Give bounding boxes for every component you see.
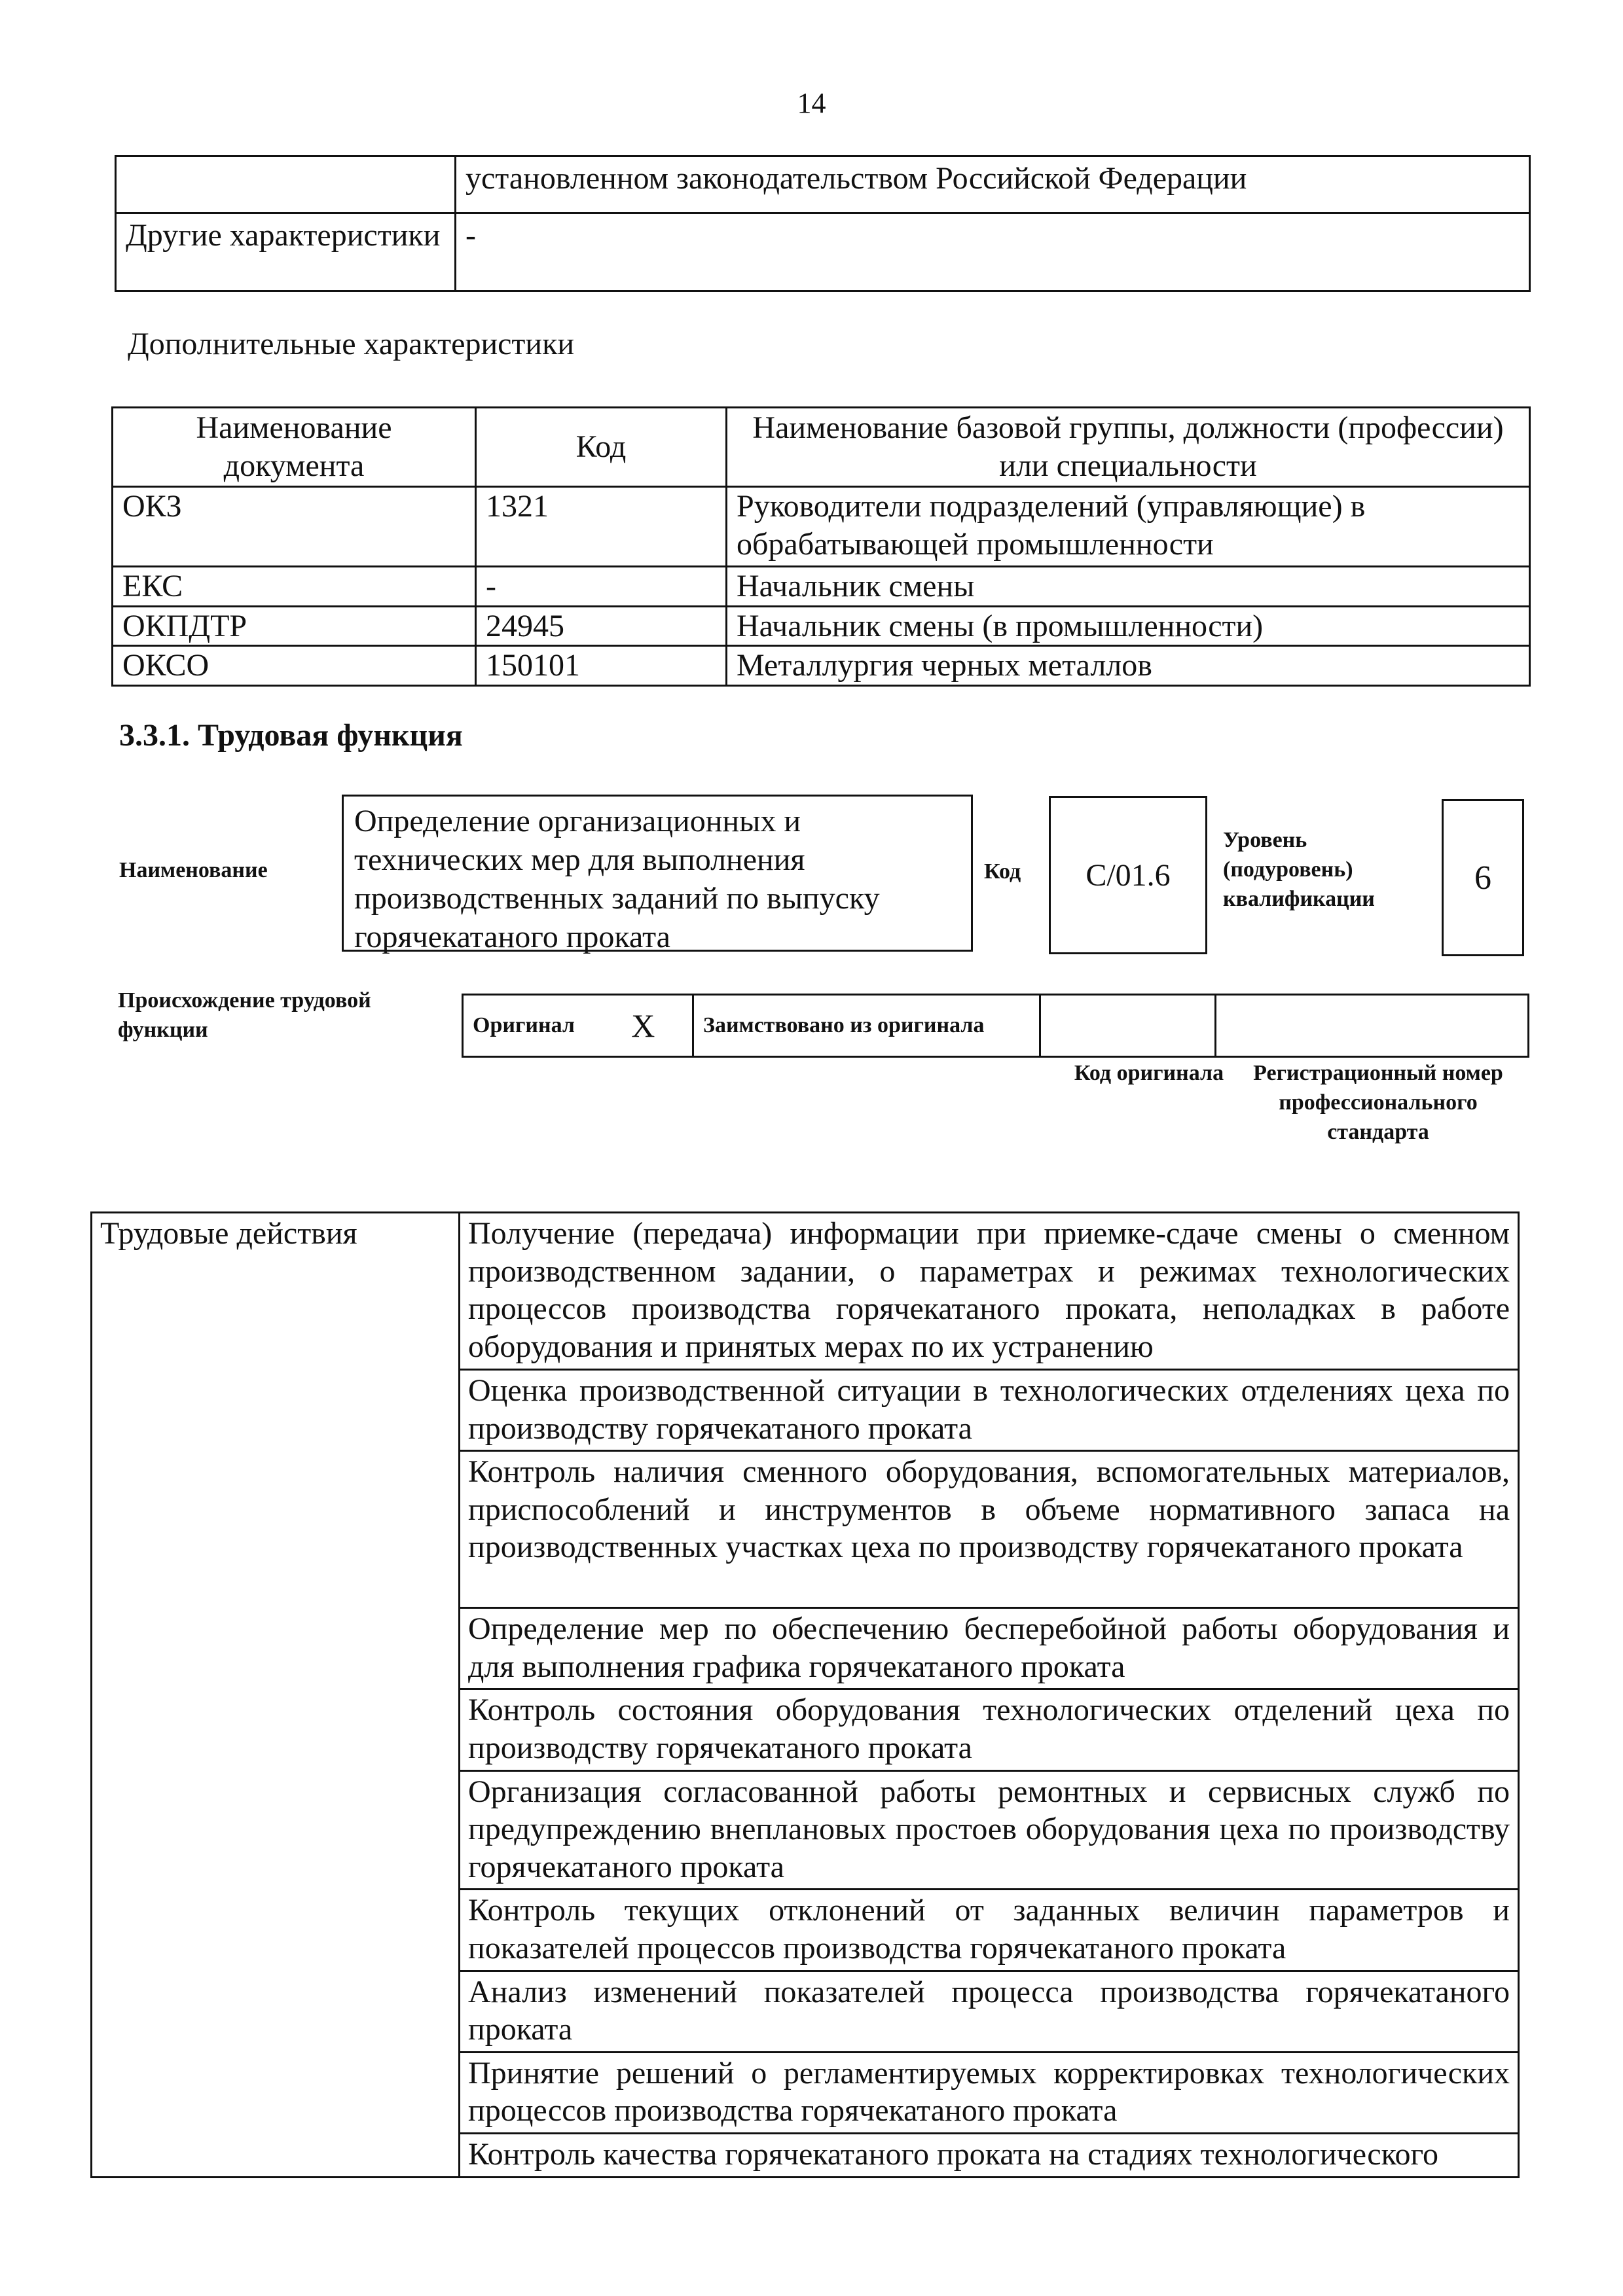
reg-number-caption: Регистрационный номер профессионального стандарта [1253,1061,1503,1144]
original-label: Оригинал [463,995,594,1057]
table-cell: установленном законодательством Российской Федерации [456,156,1530,213]
table-cell: Начальник смены (в промышленности) [727,606,1530,646]
top-table [115,155,1531,292]
table-row [113,646,1530,686]
code-original-cell [1040,995,1216,1057]
labor-action-item: Организация согласованной работы ремонтных и сервисных служб по предупреждению внеплановых простоев оборудования цеха по производству горячекатаного проката [460,1770,1519,1890]
table-cell: Другие характеристики [116,213,456,291]
origin-label: Происхождение трудовой функции [118,988,371,1042]
origin-table [462,994,1529,1058]
table-row [116,213,1530,291]
function-code-box: C/01.6 [1049,796,1207,954]
labor-actions-label: Трудовые действия [92,1213,460,2178]
column-header: Код [476,408,727,487]
name-label: Наименование [119,858,268,882]
table-cell: Начальник смены [727,567,1530,607]
labor-action-item: Анализ изменений показателей процесса производства горячекатаного проката [460,1971,1519,2052]
labor-action-item: Контроль наличия сменного оборудования, вспомогательных материалов, приспособлений и инструментов в объеме нормативного запаса на производственных участках цеха по производству горячекатаного проката [460,1451,1519,1608]
additional-characteristics-table [111,406,1531,687]
table-cell: 24945 [476,606,727,646]
labor-action-item: Принятие решений о регламентируемых корректировках технологических процессов производства горячекатаного проката [460,2052,1519,2133]
labor-action-item: Контроль состояния оборудования технологических отделений цеха по производству горячекатаного проката [460,1689,1519,1770]
table-cell: - [456,213,1530,291]
table-cell: Руководители подразделений (управляющие) в обрабатывающей промышленности [727,487,1530,567]
code-original-caption: Код оригинала [1074,1061,1224,1085]
labor-action-item: Оценка производственной ситуации в технологических отделениях цеха по производству горячекатаного проката [460,1370,1519,1451]
page-number: 14 [797,87,826,119]
labor-action-item: Определение мер по обеспечению бесперебойной работы оборудования и для выполнения графика горячекатаного проката [460,1608,1519,1689]
table-row [113,487,1530,567]
code-label: Код [984,859,1021,884]
table-row [463,995,1529,1057]
original-mark: X [594,995,693,1057]
table-cell: ОКПДТР [113,606,476,646]
column-header: Наименование документа [113,408,476,487]
labor-action-item: Контроль текущих отклонений от заданных величин параметров и показателей процессов производства горячекатаного проката [460,1890,1519,1971]
reg-number-cell [1216,995,1529,1057]
table-cell: 1321 [476,487,727,567]
table-row [116,156,1530,213]
table-row [113,606,1530,646]
qualification-level-label: Уровень (подуровень) квалификации [1223,828,1375,911]
table-cell-empty [116,156,456,213]
table-cell: 150101 [476,646,727,686]
labor-action-item: Получение (передача) информации при приемке-сдаче смены о сменном производственном задании, о параметрах и режимах технологических процессов производства горячекатаного проката, неполадках в работе оборудования и принятых мерах по их устранению [460,1213,1519,1370]
section-label: Дополнительные характеристики [128,327,575,361]
table-cell: - [476,567,727,607]
table-cell: ЕКС [113,567,476,607]
table-header-row [113,408,1530,487]
table-row [113,567,1530,607]
labor-action-item: Контроль качества горячекатаного проката на стадиях технологического [460,2133,1519,2177]
column-header: Наименование базовой группы, должности (профессии) или специальности [727,408,1530,487]
table-cell: ОКСО [113,646,476,686]
section-heading: 3.3.1. Трудовая функция [119,718,463,753]
table-row [92,1213,1519,1370]
qualification-level-box: 6 [1442,799,1524,956]
table-cell: ОКЗ [113,487,476,567]
labor-actions-table [90,1211,1520,2178]
borrowed-label: Заимствовано из оригинала [693,995,1040,1057]
function-name-box: Определение организационных и технических мер для выполнения производственных заданий по выпуску горячекатаного проката [342,795,973,952]
table-cell: Металлургия черных металлов [727,646,1530,686]
